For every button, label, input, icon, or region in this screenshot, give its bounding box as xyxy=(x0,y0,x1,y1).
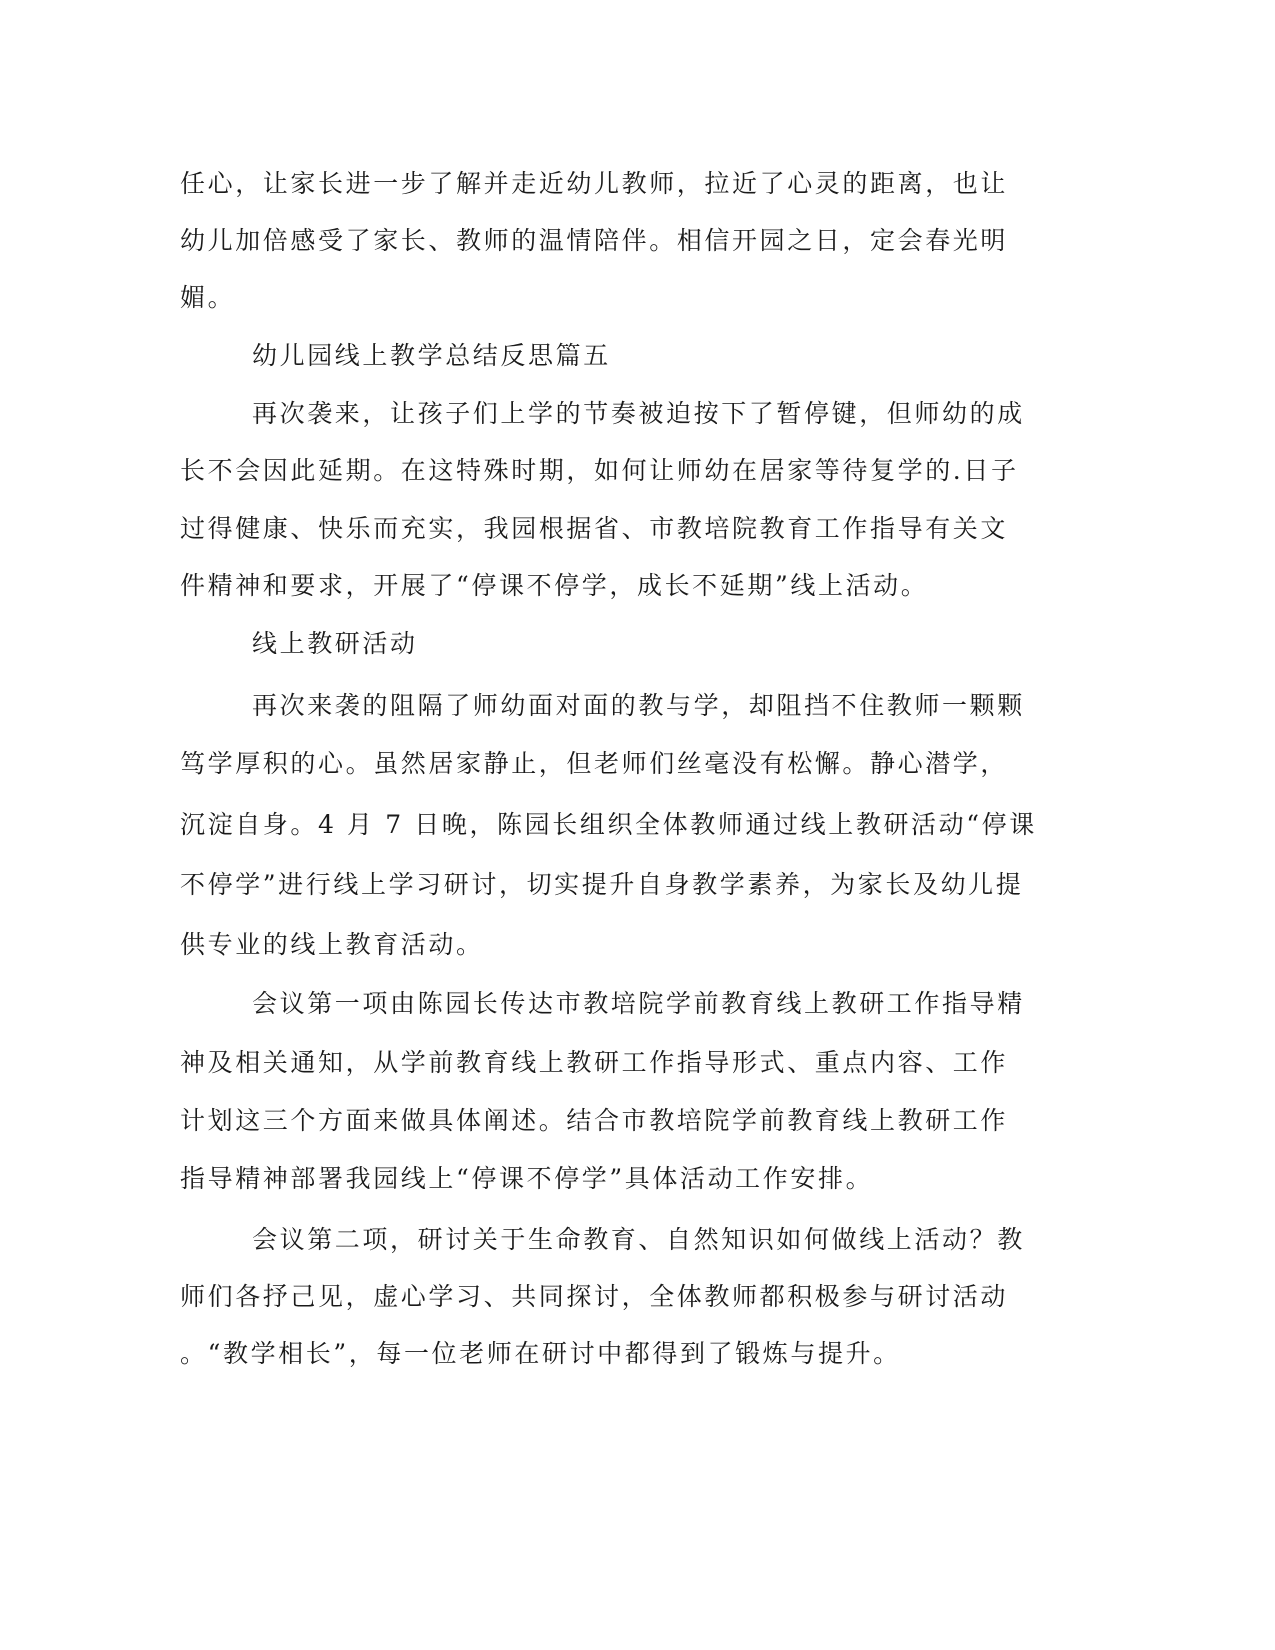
text-line: 再次袭来，让孩子们上学的节奏被迫按下了暂停键，但师幼的成 xyxy=(252,399,1025,428)
text-line: 计划这三个方面来做具体阐述。结合市教培院学前教育线上教研工作 xyxy=(180,1106,1009,1135)
text-line: 笃学厚积的心。虽然居家静止，但老师们丝毫没有松懈。静心潜学， xyxy=(180,749,1009,778)
text-line: 师们各抒己见，虚心学习、共同探讨，全体教师都积极参与研讨活动 xyxy=(180,1282,1009,1311)
text-line: 过得健康、快乐而充实，我园根据省、市教培院教育工作指导有关文 xyxy=(180,514,1009,543)
section-heading: 幼儿园线上教学总结反思篇五 xyxy=(252,341,611,370)
text-line: 件精神和要求，开展了“停课不停学，成长不延期”线上活动。 xyxy=(180,571,929,600)
text-line: 。“教学相长”，每一位老师在研讨中都得到了锻炼与提升。 xyxy=(180,1339,901,1368)
text-line: 供专业的线上教育活动。 xyxy=(180,930,484,959)
text-line: 长不会因此延期。在这特殊时期，如何让师幼在居家等待复学的.日子 xyxy=(180,456,1019,485)
text-line: 幼儿加倍感受了家长、教师的温情陪伴。相信开园之日，定会春光明 xyxy=(180,226,1009,255)
text-line: 再次来袭的阻隔了师幼面对面的教与学，却阻挡不住教师一颗颗 xyxy=(252,691,1025,720)
text-line: 任心，让家长进一步了解并走近幼儿教师，拉近了心灵的距离，也让 xyxy=(180,169,1009,198)
text-line: 不停学”进行线上学习研讨，切实提升自身教学素养，为家长及幼儿提 xyxy=(180,870,1024,899)
text-line: 会议第一项由陈园长传达市教培院学前教育线上教研工作指导精 xyxy=(252,989,1025,1018)
text-line: 沉淀自身。4 月 7 日晚，陈园长组织全体教师通过线上教研活动“停课 xyxy=(180,810,1037,839)
text-line: 媚。 xyxy=(180,283,236,312)
text-line: 指导精神部署我园线上“停课不停学”具体活动工作安排。 xyxy=(180,1164,874,1193)
text-line: 神及相关通知，从学前教育线上教研工作指导形式、重点内容、工作 xyxy=(180,1048,1009,1077)
text-line: 会议第二项，研讨关于生命教育、自然知识如何做线上活动？教 xyxy=(252,1225,1025,1254)
section-heading: 线上教研活动 xyxy=(252,629,418,658)
